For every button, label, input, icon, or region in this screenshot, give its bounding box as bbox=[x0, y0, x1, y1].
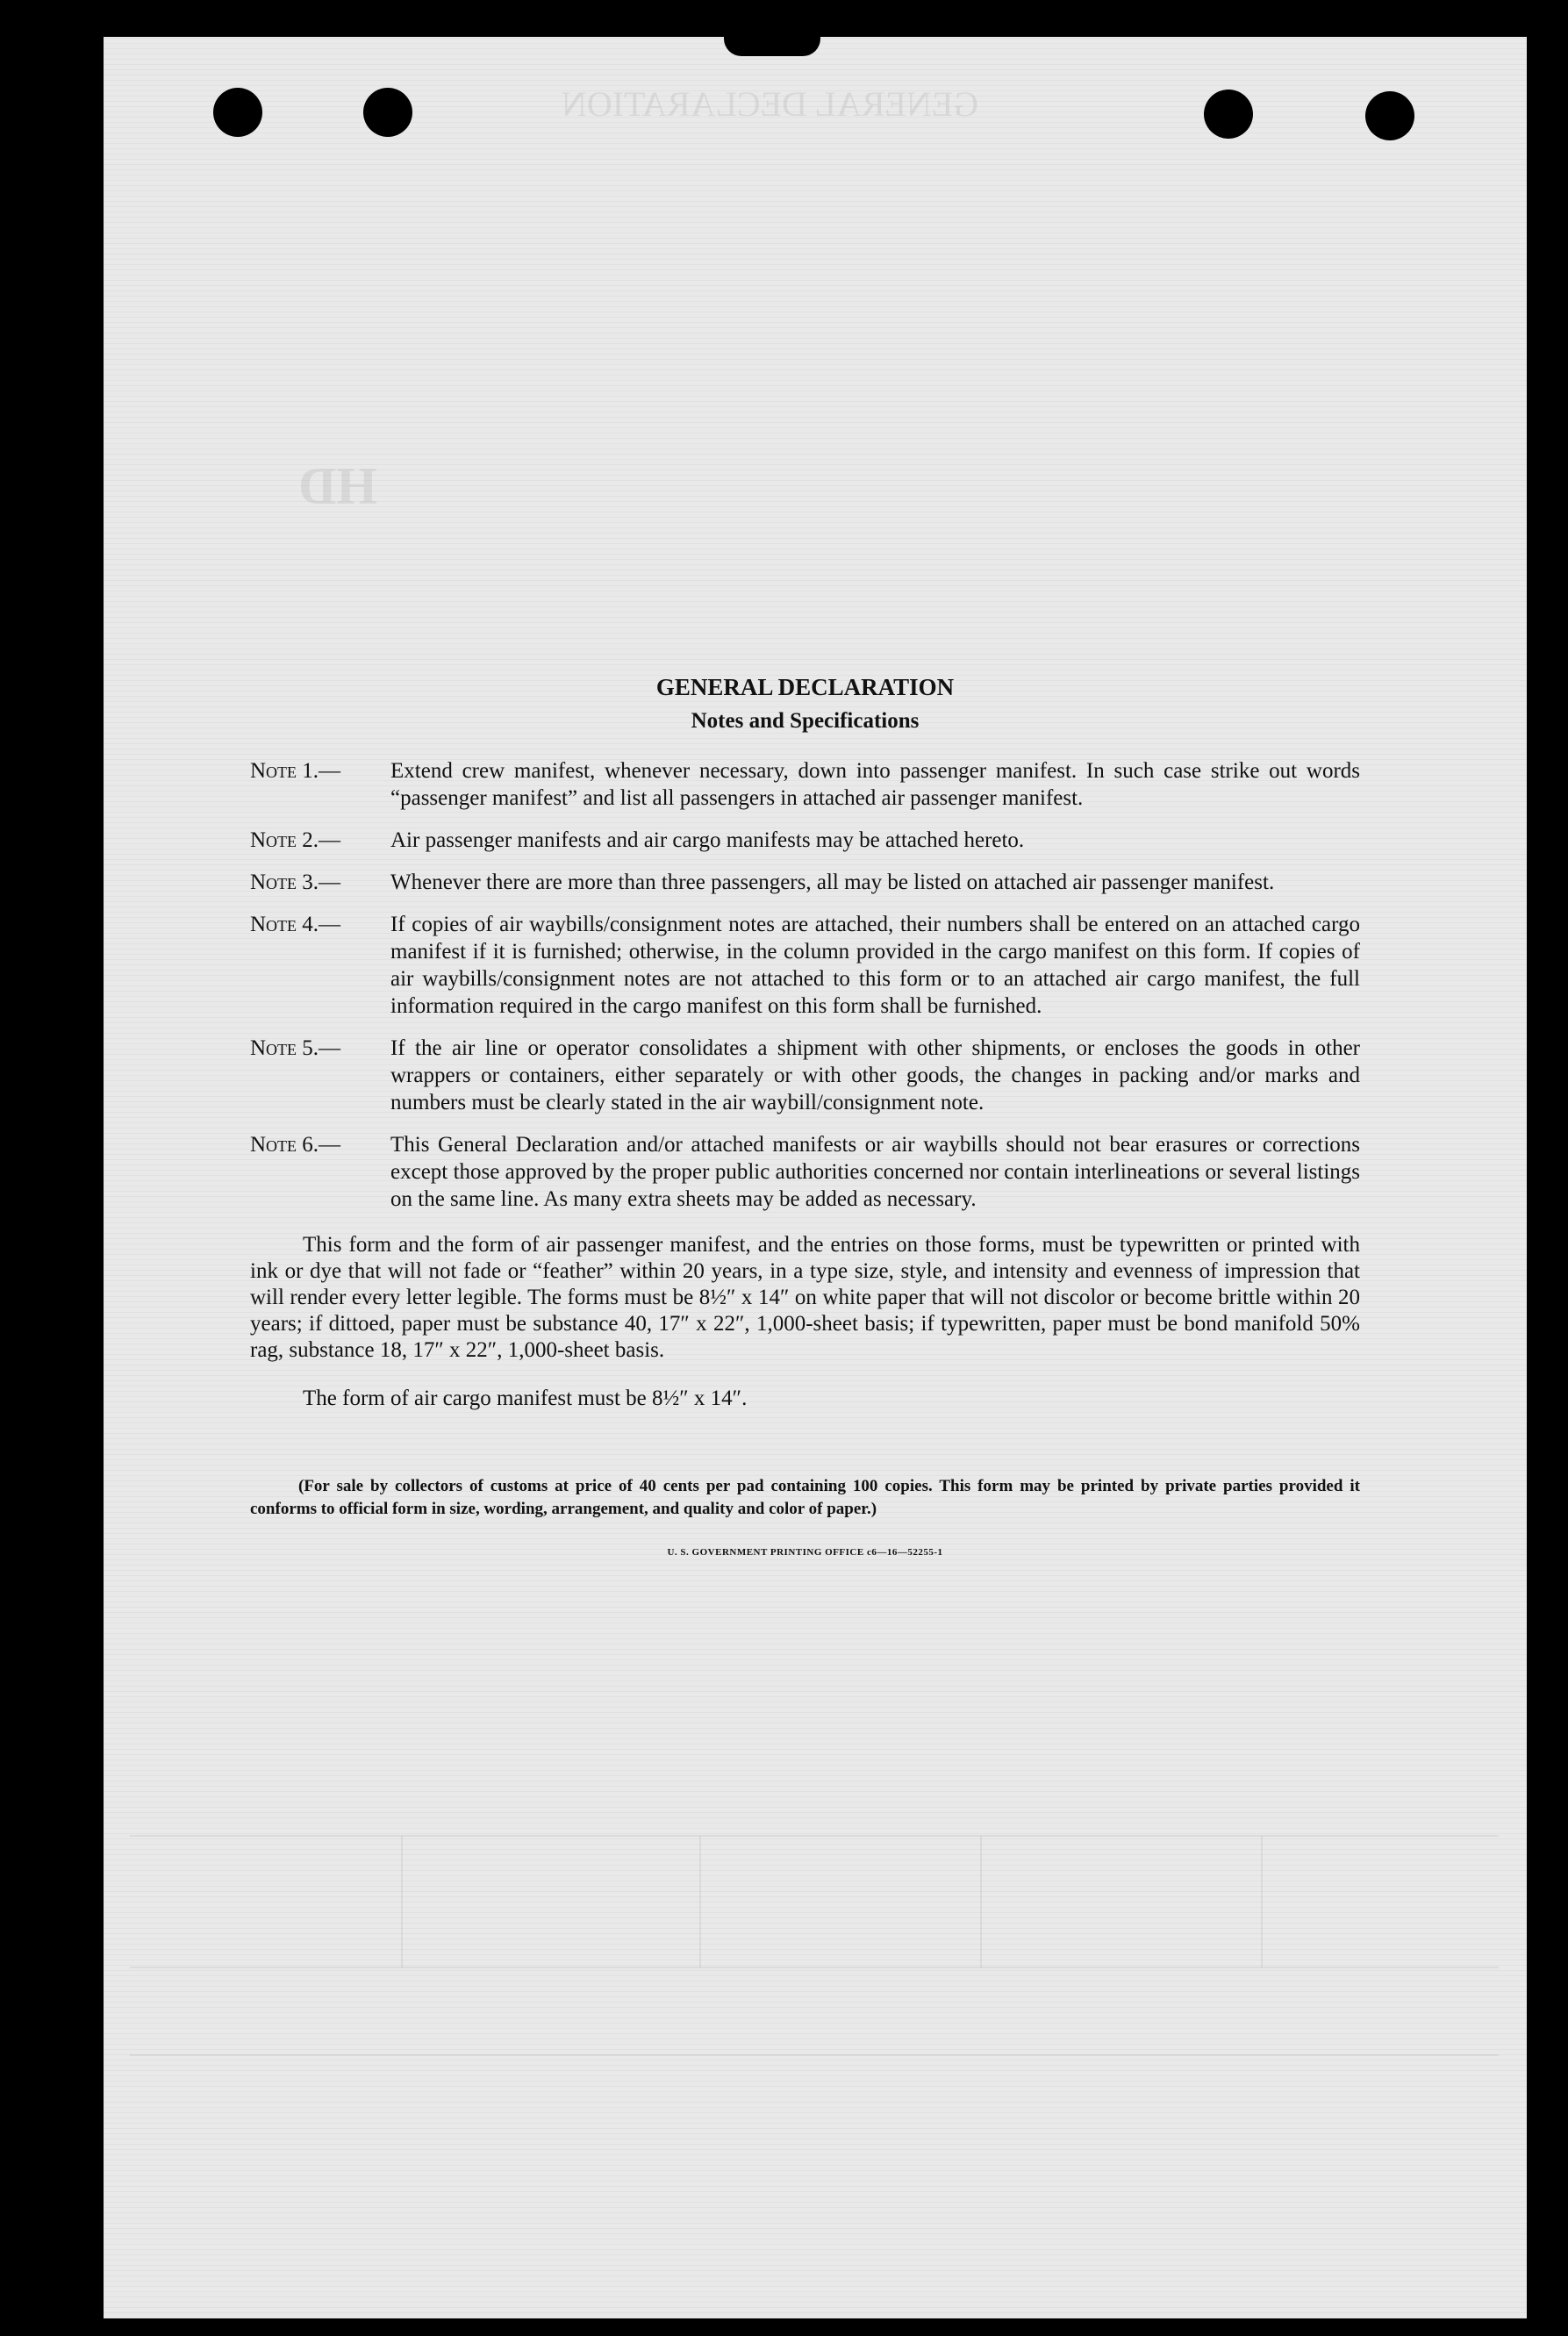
cargo-manifest-size-line: The form of air cargo manifest must be 8½″ x 14″. bbox=[303, 1387, 748, 1410]
note-label: Note 6.— bbox=[250, 1133, 341, 1157]
note-text: Air passenger manifests and air cargo manifests may be attached hereto. bbox=[390, 828, 1025, 852]
note-text: Whenever there are more than three passengers, all may be listed on attached air passenger manifest. bbox=[390, 871, 1275, 894]
declaration-notes bbox=[250, 671, 1360, 1558]
page-title: GENERAL DECLARATION bbox=[655, 674, 955, 700]
note-6 bbox=[250, 1131, 1360, 1213]
page-subtitle: Notes and Specifications bbox=[691, 709, 920, 733]
note-text: This General Declaration and/or attached manifests or air waybills should not bear erasures or corrections except those approved by the proper public authorities concerned nor contain interlineations or several listings on the same line. As many extra sheets may be added as necessary. bbox=[390, 1133, 1360, 1211]
note-label: Note 5.— bbox=[250, 1036, 341, 1060]
sale-notice: (For sale by collectors of customs at price of 40 cents per pad containing 100 copies. This form may be printed by private parties provided it conforms to official form in size, wording, arrangement, and quality and color of paper.) bbox=[250, 1477, 1360, 1518]
note-text: If the air line or operator consolidates a shipment with other shipments, or encloses the goods in other wrappers or containers, either separately or with other goods, the changes in packing and/or marks and numbers must be clearly stated in the air waybill/consignment note. bbox=[390, 1036, 1360, 1114]
note-1 bbox=[250, 757, 1360, 812]
note-text: Extend crew manifest, whenever necessary, down into passenger manifest. In such case strike out words “passenger manifest” and list all passengers in attached air passenger manifest. bbox=[390, 759, 1360, 810]
note-label: Note 4.— bbox=[250, 913, 341, 936]
note-text: If copies of air waybills/consignment notes are attached, their numbers shall be entered on an attached cargo manifest if it is furnished; otherwise, in the column provided in the cargo manifest on this form. If copies of air waybills/consignment notes are not attached to this form or to an attached air cargo manifest, the full information required in the cargo manifest on this form shall be furnished. bbox=[390, 913, 1360, 1018]
note-label: Note 2.— bbox=[250, 828, 341, 852]
bleed-through-mark: GENERAL DECLARATION bbox=[562, 84, 979, 124]
bleed-through-mark: HD bbox=[298, 457, 377, 515]
note-label: Note 1.— bbox=[250, 759, 341, 783]
paper-specification-paragraph: This form and the form of air passenger manifest, and the entries on those forms, must be typewritten or printed with ink or dye that will not fade or “feather” within 20 years, in a type size, style, and intensity and evenness of impression that will render every letter legible. The forms must be 8½″ x 14″ on white paper that will not discolor or become brittle within 20 years; if dittoed, paper must be substance 40, 17″ x 22″, 1,000-sheet basis; if typewritten, paper must be bond manifold 50% rag, substance 18, 17″ x 22″, 1,000-sheet basis. bbox=[250, 1233, 1360, 1362]
note-label: Note 3.— bbox=[250, 871, 341, 894]
note-4 bbox=[250, 911, 1360, 1020]
note-3 bbox=[250, 869, 1360, 896]
note-5 bbox=[250, 1035, 1360, 1116]
printing-office-imprint: U. S. GOVERNMENT PRINTING OFFICE c6—16—52255-1 bbox=[667, 1547, 943, 1558]
note-2 bbox=[250, 827, 1360, 854]
